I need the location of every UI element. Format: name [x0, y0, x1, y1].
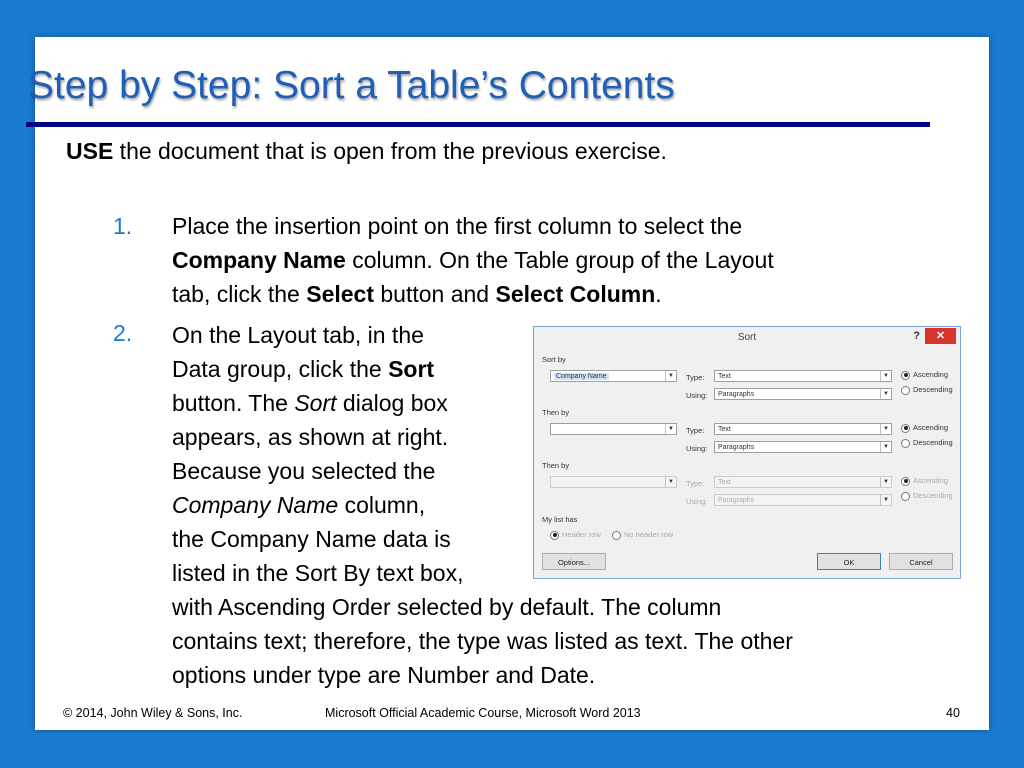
then-by-2-using-label: Using: — [686, 497, 708, 506]
radio-icon — [901, 439, 910, 448]
step-1-line-2-rest: column. On the Table group of the Layout — [345, 247, 774, 273]
chevron-down-icon: ▼ — [880, 424, 891, 434]
ascending-label: Ascending — [913, 370, 949, 379]
help-icon[interactable]: ? — [913, 330, 920, 342]
select-column-bold: Select Column — [495, 281, 656, 307]
radio-selected-icon — [550, 531, 559, 540]
use-keyword: USE — [66, 138, 114, 164]
then-by-2-using-select[interactable] — [714, 494, 892, 506]
step-1-line-3-pre: tab, click the — [172, 281, 307, 307]
title-rule — [26, 122, 930, 127]
ascending-label: Ascending — [913, 423, 949, 432]
then-by-type-label: Type: — [686, 426, 705, 435]
then-by-2-label: Then by — [542, 461, 570, 470]
footer-course: Microsoft Official Academic Course, Microsoft Word 2013 — [325, 706, 641, 720]
descending-label: Descending — [913, 438, 953, 447]
then-by-using-select[interactable] — [714, 441, 892, 453]
then-by-2-using-value: Paragraphs — [718, 497, 755, 504]
step-2-line-4: appears, as shown at right. — [172, 424, 449, 450]
step-1-line-3-end: . — [655, 281, 662, 307]
chevron-down-icon: ▼ — [880, 389, 891, 399]
type-label: Type: — [686, 373, 705, 382]
descending-label: Descending — [913, 491, 953, 500]
then-by-2-ascending-radio[interactable] — [901, 476, 948, 486]
footer-page-number: 40 — [946, 706, 960, 720]
sort-by-label: Sort by — [542, 355, 566, 364]
step-1-line-3-mid: button and — [374, 281, 496, 307]
step-2-line-2-pre: Data group, click the — [172, 356, 389, 382]
then-by-2-type-value: Text — [718, 479, 731, 486]
then-by-label: Then by — [542, 408, 570, 417]
step-2-line-6-post: column, — [338, 492, 426, 518]
sort-bold: Sort — [388, 356, 435, 382]
select-bold: Select — [306, 281, 374, 307]
then-by-using-label: Using: — [686, 444, 708, 453]
header-row-label: Header row — [562, 530, 601, 539]
then-by-2-type-select[interactable] — [714, 476, 892, 488]
step-1-line-3 — [172, 277, 932, 311]
header-row-radio[interactable] — [550, 530, 601, 540]
step-1-line-1: Place the insertion point on the first column to select the — [172, 213, 743, 239]
dialog-title: Sort — [534, 327, 960, 349]
ok-button[interactable]: OK — [817, 553, 881, 570]
sort-by-using-select[interactable] — [714, 388, 892, 400]
slide-title: Step by Step: Sort a Table’s Contents — [28, 64, 675, 107]
step-1-number: 1. — [113, 213, 133, 239]
sort-by-type-select[interactable] — [714, 370, 892, 382]
step-1-text — [172, 209, 932, 311]
use-bullet — [26, 138, 667, 165]
radio-selected-icon — [901, 477, 910, 486]
sort-by-descending-radio[interactable] — [901, 385, 953, 395]
radio-selected-icon — [901, 424, 910, 433]
company-name-italic: Company Name — [172, 492, 339, 518]
my-list-has-label: My list has — [542, 515, 578, 524]
chevron-down-icon: ▼ — [665, 477, 676, 487]
sort-italic: Sort — [294, 390, 337, 416]
step-2-line-3-post: dialog box — [336, 390, 448, 416]
step-2-line-5: Because you selected the — [172, 458, 436, 484]
then-by-type-value: Text — [718, 426, 731, 433]
chevron-down-icon: ▼ — [665, 371, 676, 381]
step-2-number: 2. — [113, 320, 133, 346]
bullet-text: the document that is open from the previous exercise. — [113, 138, 667, 164]
sort-by-value: Company Name — [556, 373, 607, 380]
step-2-line-11: options under type are Number and Date. — [172, 662, 596, 688]
company-name-bold: Company Name — [172, 247, 346, 273]
chevron-down-icon: ▼ — [880, 477, 891, 487]
then-by-2-descending-radio[interactable] — [901, 491, 953, 501]
then-by-select[interactable] — [550, 423, 677, 435]
step-2-line-10: contains text; therefore, the type was listed as text. The other — [172, 628, 793, 654]
chevron-down-icon: ▼ — [880, 495, 891, 505]
descending-label: Descending — [913, 385, 953, 394]
options-button[interactable]: Options... — [542, 553, 606, 570]
step-2-line-8: listed in the Sort By text box, — [172, 560, 464, 586]
no-header-row-radio[interactable] — [612, 530, 673, 540]
step-2-line-7: the Company Name data is — [172, 526, 451, 552]
sort-dialog — [533, 326, 961, 579]
radio-icon — [901, 492, 910, 501]
sort-by-type-value: Text — [718, 373, 731, 380]
no-header-row-label: No header row — [624, 530, 674, 539]
sort-by-ascending-radio[interactable] — [901, 370, 948, 380]
radio-icon — [901, 386, 910, 395]
ascending-label: Ascending — [913, 476, 949, 485]
close-icon[interactable]: ✕ — [925, 328, 956, 344]
then-by-type-select[interactable] — [714, 423, 892, 435]
chevron-down-icon: ▼ — [880, 442, 891, 452]
bullet-marker: • — [26, 138, 35, 164]
cancel-button[interactable]: Cancel — [889, 553, 953, 570]
chevron-down-icon: ▼ — [880, 371, 891, 381]
radio-icon — [612, 531, 621, 540]
step-2-line-3-pre: button. The — [172, 390, 295, 416]
sort-by-select[interactable] — [550, 370, 677, 382]
footer-copyright: © 2014, John Wiley & Sons, Inc. — [63, 706, 243, 720]
step-1-line-2 — [172, 243, 932, 277]
chevron-down-icon: ▼ — [665, 424, 676, 434]
sort-by-using-value: Paragraphs — [718, 391, 755, 398]
then-by-descending-radio[interactable] — [901, 438, 953, 448]
then-by-ascending-radio[interactable] — [901, 423, 948, 433]
using-label: Using: — [686, 391, 708, 400]
step-2-line-9: with Ascending Order selected by default. The column — [172, 594, 722, 620]
then-by-using-value: Paragraphs — [718, 444, 755, 451]
then-by-2-type-label: Type: — [686, 479, 705, 488]
then-by-2-select[interactable] — [550, 476, 677, 488]
step-2-line-1: On the Layout tab, in the — [172, 322, 424, 348]
radio-selected-icon — [901, 371, 910, 380]
